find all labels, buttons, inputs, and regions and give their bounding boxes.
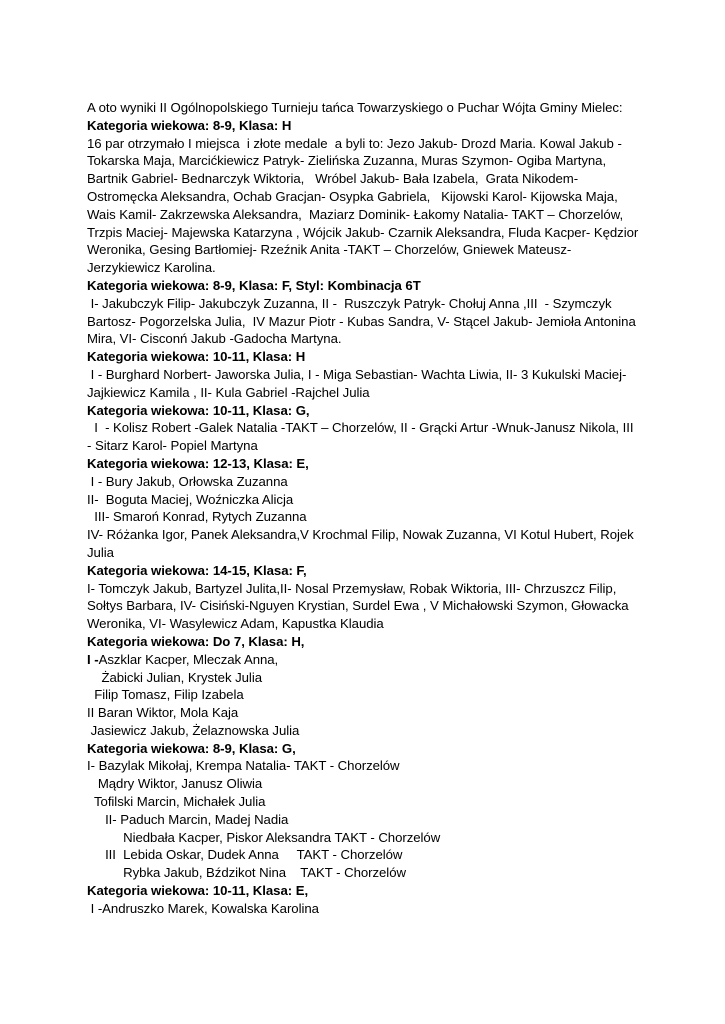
section-line: Niedbała Kacper, Piskor Aleksandra TAKT - Chorzelów bbox=[87, 829, 441, 845]
section-line: Sołtys Barbara, IV- Cisiński-Nguyen Krystian, Surdel Ewa , V Michałowski Szymon, Głowacka bbox=[87, 598, 629, 614]
section-line: Mądry Wiktor, Janusz Oliwia bbox=[87, 776, 263, 792]
section-line-text: Aszklar Kacper, Mleczak Anna, bbox=[98, 651, 279, 667]
section-line: Filip Tomasz, Filip Izabela bbox=[87, 687, 244, 703]
document-body bbox=[87, 99, 647, 918]
section-line: Żabicki Julian, Krystek Julia bbox=[87, 669, 262, 685]
section-line: - Sitarz Karol- Popiel Martyna bbox=[87, 438, 258, 454]
section-line: II- Paduch Marcin, Madej Nadia bbox=[87, 811, 289, 827]
section-line: II Baran Wiktor, Mola Kaja bbox=[87, 705, 239, 721]
section-heading: Kategoria wiekowa: 10-11, Klasa: G, bbox=[87, 402, 310, 418]
section-line: Rybka Jakub, Bździkot Nina TAKT - Chorzelów bbox=[87, 865, 406, 881]
section-line: I - Bury Jakub, Orłowska Zuzanna bbox=[87, 473, 288, 489]
section-line: Mira, VI- Cisconń Jakub -Gadocha Martyna. bbox=[87, 331, 342, 347]
section-heading: Kategoria wiekowa: 12-13, Klasa: E, bbox=[87, 455, 309, 471]
section-line: Ostromęcka Aleksandra, Ochab Gracjan- Osypka Gabriela, Kijowski Karol- Kijowska Maja, bbox=[87, 188, 618, 204]
section-line: III- Smaroń Konrad, Rytych Zuzanna bbox=[87, 509, 307, 525]
intro-text: A oto wyniki II Ogólnopolskiego Turnieju tańca Towarzyskiego o Puchar Wójta Gminy Mielec: bbox=[87, 100, 623, 115]
section-line: I -Aszklar Kacper, Mleczak Anna, bbox=[87, 651, 279, 667]
section-heading: Kategoria wiekowa: 8-9, Klasa: H bbox=[87, 117, 292, 133]
section-line: Tofilski Marcin, Michałek Julia bbox=[87, 794, 266, 810]
section-line: Weronika, Gesing Bartłomiej- Rzeźnik Anita -TAKT – Chorzelów, Gniewek Mateusz- bbox=[87, 242, 572, 258]
section-line: I- Jakubczyk Filip- Jakubczyk Zuzanna, II - Ruszczyk Patryk- Chołuj Anna ,III - Szymczyk bbox=[87, 295, 612, 311]
section-line: I - Burghard Norbert- Jaworska Julia, I - Miga Sebastian- Wachta Liwia, II- 3 Kukulski Maciej- bbox=[87, 366, 627, 382]
section-line: I- Bazylak Mikołaj, Krempa Natalia- TAKT - Chorzelów bbox=[87, 758, 400, 774]
section-heading: Kategoria wiekowa: Do 7, Klasa: H, bbox=[87, 633, 305, 649]
section-line: Julia bbox=[87, 544, 114, 560]
section-line: Bartosz- Pogorzelska Julia, IV Mazur Piotr - Kubas Sandra, V- Stącel Jakub- Jemioła Antonina bbox=[87, 313, 636, 329]
section-heading: Kategoria wiekowa: 8-9, Klasa: G, bbox=[87, 740, 296, 756]
section-heading: Kategoria wiekowa: 8-9, Klasa: F, Styl: Kombinacja 6T bbox=[87, 277, 421, 293]
section-line: Weronika, VI- Wasylewicz Adam, Kapustka Klaudia bbox=[87, 616, 384, 632]
section-heading: Kategoria wiekowa: 10-11, Klasa: H bbox=[87, 349, 306, 365]
section-line: Jajkiewicz Kamila , II- Kula Gabriel -Rajchel Julia bbox=[87, 384, 370, 400]
section-heading: Kategoria wiekowa: 10-11, Klasa: E, bbox=[87, 883, 309, 899]
section-line: Jasiewicz Jakub, Żelaznowska Julia bbox=[87, 722, 300, 738]
section-line: Trzpis Maciej- Majewska Katarzyna , Wójcik Jakub- Czarnik Aleksandra, Fluda Kacper- Kędzior bbox=[87, 224, 639, 240]
section-line: Wais Kamil- Zakrzewska Aleksandra, Maziarz Dominik- Łakomy Natalia- TAKT – Chorzelów, bbox=[87, 206, 624, 222]
section-line: Bartnik Gabriel- Bednarczyk Wiktoria, Wróbel Jakub- Bała Izabela, Grata Nikodem- bbox=[87, 171, 579, 187]
section-line: Tokarska Maja, Marcićkiewicz Patryk- Zielińska Zuzanna, Muras Szymon- Ogiba Martyna, bbox=[87, 153, 607, 169]
section-line: I -Andruszko Marek, Kowalska Karolina bbox=[87, 900, 319, 916]
section-heading: Kategoria wiekowa: 14-15, Klasa: F, bbox=[87, 562, 307, 578]
section-line: IV- Różanka Igor, Panek Aleksandra,V Krochmal Filip, Nowak Zuzanna, VI Kotul Hubert, Rojek bbox=[87, 527, 634, 543]
section-line: Jerzykiewicz Karolina. bbox=[87, 260, 216, 276]
section-line: III Lebida Oskar, Dudek Anna TAKT - Chorzelów bbox=[87, 847, 403, 863]
section-line: 16 par otrzymało I miejsca i złote medale a byli to: Jezo Jakub- Drozd Maria. Kowal Jakub - bbox=[87, 135, 622, 151]
section-line: II- Boguta Maciej, Woźniczka Alicja bbox=[87, 491, 294, 507]
section-line: I - Kolisz Robert -Galek Natalia -TAKT – Chorzelów, II - Grącki Artur -Wnuk-Janusz Nikola, III bbox=[87, 420, 634, 436]
section-line: I- Tomczyk Jakub, Bartyzel Julita,II- Nosal Przemysław, Robak Wiktoria, III- Chrzuszcz Filip, bbox=[87, 580, 617, 596]
